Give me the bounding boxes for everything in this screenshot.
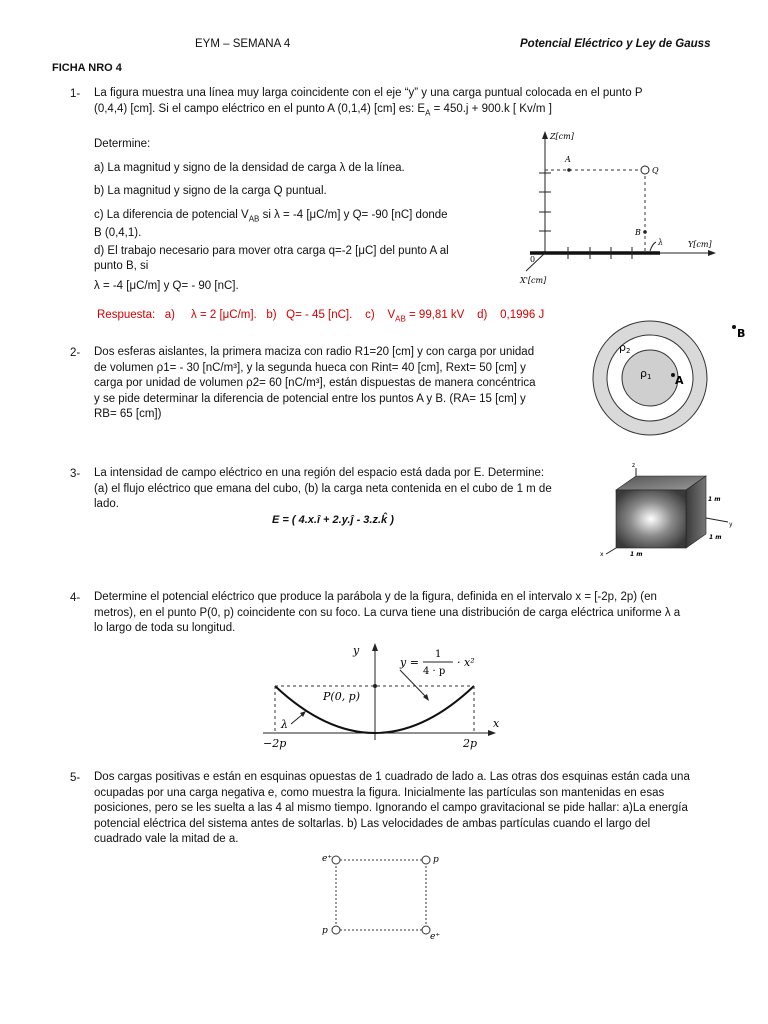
p3-line3: lado. bbox=[94, 498, 119, 510]
answer-label: Respuesta: bbox=[97, 309, 156, 321]
focus-label: P(0, p) bbox=[323, 690, 361, 703]
focus-point bbox=[373, 684, 377, 688]
figure-parabola bbox=[255, 640, 510, 755]
charge-bottom-left bbox=[332, 926, 340, 934]
equation-y: y = bbox=[400, 656, 419, 669]
p5-line1: Dos cargas positivas e están en esquinas opuestas de 1 cuadrado de lado a. Las otras dos esquinas están cada una bbox=[94, 771, 690, 783]
lambda-label: λ bbox=[658, 238, 664, 247]
point-b-marker bbox=[732, 325, 736, 329]
p1-question-d-values: λ = -4 [μC/m] y Q= - 90 [nC]. bbox=[94, 279, 239, 292]
p1-question-b: b) La magnitud y signo de la carga Q puntual. bbox=[94, 185, 327, 197]
cube-side-label-2: 1 m bbox=[709, 534, 722, 541]
p5-line4: potencial eléctrica del sistema antes de soltarlas. b) Las velocidades de ambas partículas cuando el largo del bbox=[94, 817, 651, 830]
problem-5-text bbox=[94, 770, 734, 848]
cube-z-label: z bbox=[632, 462, 636, 469]
y-axis-label: Y[cm] bbox=[688, 240, 712, 249]
p1-line2: (0,4,4) [cm]. Si el campo eléctrico en el punto A (0,1,4) [cm] es: $E_A = 450.j + 900.k$ [ Kv/m ] bbox=[94, 102, 552, 117]
point-a-label: A bbox=[675, 374, 684, 387]
equation-x-term: · x² bbox=[457, 656, 475, 669]
header-title: Potencial Eléctrico y Ley de Gauss bbox=[520, 38, 711, 50]
p3-line1: La intensidad de campo eléctrico en una región del espacio está dada por E. Determine: bbox=[94, 467, 545, 479]
equation-numerator: 1 bbox=[435, 649, 442, 660]
p2-line2: de volumen ρ1= - 30 [nC/m³], y la segunda hueca con Rint= 40 [cm], Rext= 50 [cm] y bbox=[94, 361, 526, 374]
p1-question-a: a) La magnitud y signo de la densidad de carga λ de la línea. bbox=[94, 161, 405, 174]
point-b-label: B bbox=[635, 228, 641, 237]
equation-denominator: 4 · p bbox=[423, 666, 446, 677]
p1-determine: Determine: bbox=[94, 138, 151, 150]
origin-label: 0 bbox=[530, 255, 536, 264]
p1-question-c-cont: B (0,4,1). bbox=[94, 227, 142, 240]
lambda-label: λ bbox=[281, 718, 288, 731]
p4-line3: lo largo de toda su longitud. bbox=[94, 622, 236, 634]
rho1-label: ρ1 bbox=[640, 367, 652, 381]
problem-4-number: 4- bbox=[70, 592, 81, 604]
p1-question-d: d) El trabajo necesario para mover otra carga q=-2 [μC] del punto A al bbox=[94, 244, 449, 257]
p4-line1: Determine el potencial eléctrico que produce la parábola y de la figura, definida en el intervalo x = [-2p, 2p) (en bbox=[94, 591, 657, 603]
x-axis-label: X'[cm] bbox=[520, 276, 547, 285]
figure-square-charges bbox=[318, 848, 448, 943]
p2-line4: y se pide determinar la diferencia de potencial entre los puntos A y B. (RA= 15 [cm] y bbox=[94, 392, 526, 405]
label-top-left: e⁺ bbox=[322, 854, 333, 864]
p5-line5: cuadrado vale la mitad de a. bbox=[94, 833, 239, 845]
p1-line1: La figura muestra una línea muy larga coincidente con el eje “y” y una carga puntual colocada en el punto P bbox=[94, 87, 643, 99]
problem-5-number: 5- bbox=[70, 772, 81, 784]
rho2-label: ρ2 bbox=[619, 341, 631, 355]
charge-top-right bbox=[422, 856, 430, 864]
cube-front-face bbox=[616, 490, 686, 548]
point-a-marker bbox=[567, 168, 571, 172]
charge-q-marker bbox=[641, 166, 649, 174]
parabola-x-label: x bbox=[493, 717, 500, 730]
p5-line3: posiciones, pero se les suelta a las 4 al mismo tiempo. Ignorando el campo gravitacional se pide hallar: a)La energía bbox=[94, 802, 688, 814]
ficha-title: FICHA NRO 4 bbox=[52, 62, 122, 74]
parabola-y-label: y bbox=[353, 644, 360, 657]
cube-side-label-3: 1 m bbox=[630, 551, 643, 558]
p2-line1: Dos esferas aislantes, la primera maciza con radio R1=20 [cm] y con carga por unidad bbox=[94, 346, 535, 358]
p2-line5: RB= 65 [cm]) bbox=[94, 408, 162, 420]
charge-top-left bbox=[332, 856, 340, 864]
p1-question-d-cont: punto B, si bbox=[94, 260, 149, 273]
problem-2-text bbox=[94, 345, 574, 423]
point-a-label: A bbox=[565, 155, 571, 164]
problem-3-text bbox=[94, 466, 594, 513]
figure-line-charge bbox=[510, 125, 725, 290]
p1-answers: Respuesta: a) λ = 2 [μC/m]. b) Q= - 45 [nC]. c) $V_{AB} = 99,81$ kV d) 0,1996 J bbox=[97, 309, 545, 324]
p1-question-c: c) La diferencia de potencial $V_{AB}$ si λ = -4 [μC/m] y Q= -90 [nC] donde bbox=[94, 208, 448, 223]
figure-concentric-spheres bbox=[585, 318, 760, 443]
charge-bottom-right bbox=[422, 926, 430, 934]
dashed-square bbox=[336, 860, 426, 930]
electric-field-formula: E = ( 4.x.î + 2.y.ĵ - 3.z.k̂ ) bbox=[272, 514, 394, 526]
problem-1-number: 1- bbox=[70, 88, 81, 100]
p5-line2: ocupadas por una carga negativa e, como muestra la figura. Inicialmente las partículas son mantenidas en esas bbox=[94, 786, 665, 799]
problem-1-questions bbox=[94, 137, 494, 294]
charge-q-label: Q bbox=[652, 166, 659, 175]
z-axis-label: Z[cm] bbox=[550, 132, 574, 141]
point-b-marker bbox=[643, 230, 647, 234]
problem-3-number: 3- bbox=[70, 468, 81, 480]
problem-2-number: 2- bbox=[70, 347, 81, 359]
figure-cube bbox=[598, 458, 748, 560]
tick-pos-2p: 2p bbox=[463, 737, 478, 750]
p4-line2: metros), en el punto P(0, p) coincidente con su foco. La curva tiene una distribución de carga eléctrica uniforme λ a bbox=[94, 606, 681, 619]
p3-line2: (a) el flujo eléctrico que emana del cubo, (b) la carga neta contenida en el cubo de 1 m de bbox=[94, 482, 552, 495]
problem-1-intro bbox=[94, 86, 714, 120]
label-top-right: p bbox=[433, 855, 439, 865]
p2-line3: carga por unidad de volumen ρ2= 60 [nC/m³], están dispuestas de manera concéntrica bbox=[94, 377, 536, 389]
cube-side-label-1: 1 m bbox=[708, 496, 721, 503]
point-b-label: B bbox=[737, 327, 746, 340]
cube-x-label: x bbox=[600, 551, 604, 558]
label-bottom-right: e⁺ bbox=[430, 932, 441, 942]
cube-y-label: y bbox=[729, 521, 733, 528]
tick-neg-2p: −2p bbox=[263, 737, 287, 750]
label-bottom-left: p bbox=[322, 926, 328, 936]
header-left: EYM – SEMANA 4 bbox=[195, 38, 291, 50]
problem-4-text bbox=[94, 590, 734, 637]
